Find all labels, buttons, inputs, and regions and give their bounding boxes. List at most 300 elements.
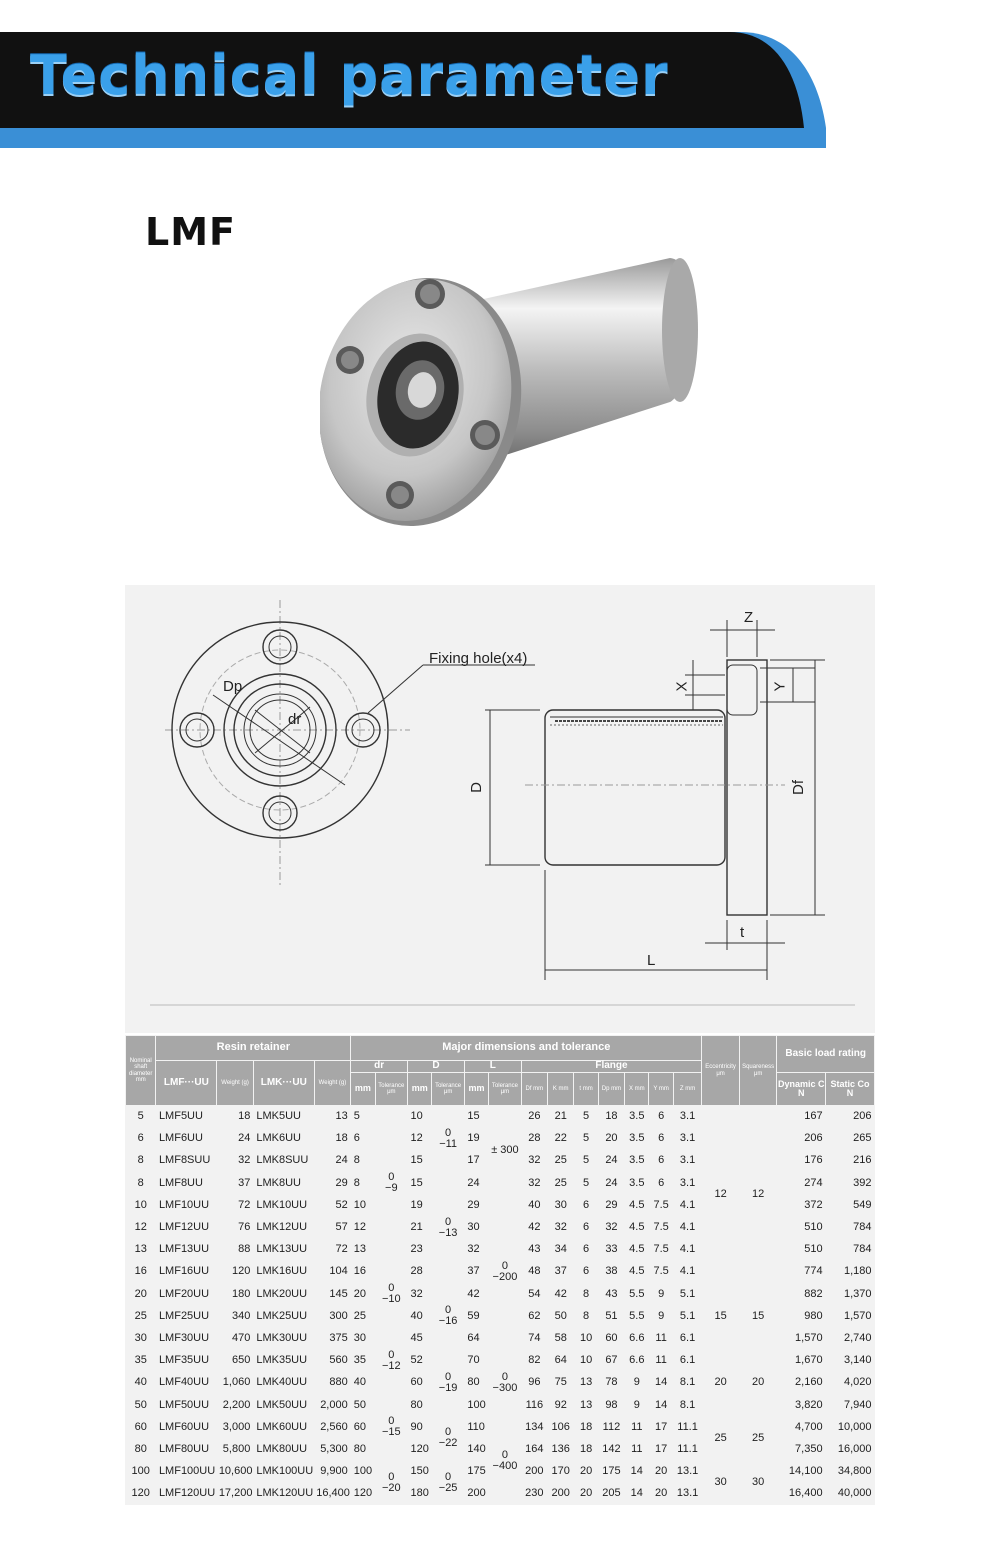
cell-y: 7.5 bbox=[649, 1261, 673, 1283]
cell-k: 75 bbox=[548, 1372, 574, 1394]
cell-lmk-model: LMK25UU bbox=[253, 1305, 314, 1327]
cell-lmf-model: LMF8UU bbox=[156, 1172, 217, 1194]
cell-d: 120 bbox=[408, 1438, 432, 1460]
cell-dynamic-load: 16,400 bbox=[777, 1483, 826, 1505]
cell-x: 3.5 bbox=[625, 1150, 649, 1172]
technical-drawing bbox=[125, 585, 875, 1033]
cell-t: 13 bbox=[574, 1394, 598, 1416]
cell-x: 4.5 bbox=[625, 1239, 649, 1261]
cell-t: 5 bbox=[574, 1172, 598, 1194]
cell-eccentricity: 30 bbox=[702, 1461, 740, 1505]
cell-static-load: 34,800 bbox=[826, 1461, 875, 1483]
header-eccentricity: Eccentricity μm bbox=[702, 1036, 740, 1106]
cell-dp: 98 bbox=[598, 1394, 624, 1416]
cell-l-tolerance-top: ± 300 bbox=[491, 1143, 519, 1156]
cell-k: 136 bbox=[548, 1438, 574, 1460]
cell-lmk-model: LMK13UU bbox=[253, 1239, 314, 1261]
cell-lmk-weight: 375 bbox=[314, 1327, 351, 1349]
cell-lmk-weight: 72 bbox=[314, 1239, 351, 1261]
header-major: Major dimensions and tolerance bbox=[351, 1036, 702, 1061]
cell-dr-tolerance bbox=[375, 1394, 407, 1461]
cell-lmk-weight: 18 bbox=[314, 1128, 351, 1150]
cell-shaft: 30 bbox=[126, 1327, 156, 1349]
cell-t: 10 bbox=[574, 1327, 598, 1349]
cell-static-load: 4,020 bbox=[826, 1372, 875, 1394]
fixing-hole-label: Fixing hole(x4) bbox=[429, 650, 528, 667]
cell-x: 14 bbox=[625, 1461, 649, 1483]
cell-d: 23 bbox=[408, 1239, 432, 1261]
cell-l-tolerance-bottom: −300 bbox=[492, 1381, 518, 1394]
cell-y: 17 bbox=[649, 1438, 673, 1460]
header-lmf: LMF···UU bbox=[156, 1061, 217, 1106]
cell-static-load: 1,570 bbox=[826, 1305, 875, 1327]
cell-lmk-model: LMK16UU bbox=[253, 1261, 314, 1283]
cell-lmf-weight: 76 bbox=[217, 1216, 254, 1238]
cell-t: 6 bbox=[574, 1194, 598, 1216]
cell-z: 4.1 bbox=[673, 1261, 702, 1283]
dp-label: Dp bbox=[223, 678, 243, 695]
cell-squareness: 12 bbox=[739, 1106, 777, 1284]
cell-lmf-model: LMF60UU bbox=[156, 1416, 217, 1438]
cell-lmk-model: LMK8UU bbox=[253, 1172, 314, 1194]
cell-dr: 20 bbox=[351, 1283, 375, 1305]
cell-dp: 20 bbox=[598, 1128, 624, 1150]
header-l-tol: Tolerance μm bbox=[489, 1073, 521, 1106]
cell-static-load: 40,000 bbox=[826, 1483, 875, 1505]
cell-lmf-weight: 17,200 bbox=[217, 1483, 254, 1505]
cell-d: 12 bbox=[408, 1128, 432, 1150]
cell-shaft: 80 bbox=[126, 1438, 156, 1460]
cell-d-tolerance-bottom: −13 bbox=[438, 1226, 458, 1239]
cell-k: 30 bbox=[548, 1194, 574, 1216]
header-load: Basic load rating bbox=[777, 1036, 875, 1073]
product-photo bbox=[320, 250, 700, 550]
cell-d: 45 bbox=[408, 1327, 432, 1349]
cell-y: 9 bbox=[649, 1305, 673, 1327]
cell-d: 40 bbox=[408, 1305, 432, 1327]
side-view bbox=[485, 620, 825, 980]
cell-y: 11 bbox=[649, 1350, 673, 1372]
cell-l: 70 bbox=[464, 1350, 488, 1372]
cell-eccentricity: 12 bbox=[702, 1106, 740, 1284]
cell-dr: 12 bbox=[351, 1216, 375, 1238]
cell-dp: 24 bbox=[598, 1172, 624, 1194]
header-shaft: Nominal shaft diameter mm bbox=[126, 1036, 156, 1106]
cell-lmk-weight: 560 bbox=[314, 1350, 351, 1372]
cell-y: 6 bbox=[649, 1172, 673, 1194]
cell-dp: 43 bbox=[598, 1283, 624, 1305]
header-d-tol: Tolerance μm bbox=[432, 1073, 464, 1106]
cell-d-tolerance bbox=[432, 1350, 464, 1417]
cell-k: 106 bbox=[548, 1416, 574, 1438]
cell-static-load: 784 bbox=[826, 1239, 875, 1261]
cell-df: 26 bbox=[521, 1106, 547, 1128]
cell-l: 80 bbox=[464, 1372, 488, 1394]
cell-lmk-weight: 5,300 bbox=[314, 1438, 351, 1460]
cell-lmf-model: LMF6UU bbox=[156, 1128, 217, 1150]
cell-lmf-weight: 72 bbox=[217, 1194, 254, 1216]
header-k: K mm bbox=[548, 1073, 574, 1106]
cell-k: 58 bbox=[548, 1327, 574, 1349]
cell-lmk-model: LMK30UU bbox=[253, 1327, 314, 1349]
cell-x: 4.5 bbox=[625, 1261, 649, 1283]
cell-z: 8.1 bbox=[673, 1394, 702, 1416]
cell-dp: 112 bbox=[598, 1416, 624, 1438]
cell-static-load: 392 bbox=[826, 1172, 875, 1194]
cell-z: 11.1 bbox=[673, 1416, 702, 1438]
cell-l-tolerance bbox=[489, 1350, 521, 1417]
cell-z: 13.1 bbox=[673, 1483, 702, 1505]
header-d: D bbox=[408, 1061, 465, 1073]
cell-lmk-weight: 29 bbox=[314, 1172, 351, 1194]
cell-z: 5.1 bbox=[673, 1305, 702, 1327]
cell-dynamic-load: 274 bbox=[777, 1172, 826, 1194]
cell-k: 21 bbox=[548, 1106, 574, 1128]
cell-lmf-weight: 88 bbox=[217, 1239, 254, 1261]
cell-df: 43 bbox=[521, 1239, 547, 1261]
cell-l: 59 bbox=[464, 1305, 488, 1327]
cell-d-tolerance-top: 0 bbox=[445, 1304, 452, 1317]
cell-lmk-model: LMK12UU bbox=[253, 1216, 314, 1238]
cell-z: 3.1 bbox=[673, 1172, 702, 1194]
cell-k: 25 bbox=[548, 1172, 574, 1194]
cell-l: 37 bbox=[464, 1261, 488, 1283]
header-dp: Dp mm bbox=[598, 1073, 624, 1106]
cell-z: 4.1 bbox=[673, 1239, 702, 1261]
cell-df: 62 bbox=[521, 1305, 547, 1327]
header-t: t mm bbox=[574, 1073, 598, 1106]
cell-df: 54 bbox=[521, 1283, 547, 1305]
cell-lmf-weight: 180 bbox=[217, 1283, 254, 1305]
model-title: LMF bbox=[145, 210, 236, 254]
header-weight1: Weight (g) bbox=[217, 1061, 254, 1106]
header-df: Df mm bbox=[521, 1073, 547, 1106]
cell-dynamic-load: 1,670 bbox=[777, 1350, 826, 1372]
cell-lmf-weight: 1,060 bbox=[217, 1372, 254, 1394]
cell-d-tolerance-top: 0 bbox=[445, 1370, 452, 1383]
cell-static-load: 549 bbox=[826, 1194, 875, 1216]
cell-y: 14 bbox=[649, 1372, 673, 1394]
cell-y: 20 bbox=[649, 1483, 673, 1505]
cell-t: 13 bbox=[574, 1372, 598, 1394]
cell-dr: 50 bbox=[351, 1394, 375, 1416]
cell-dr: 25 bbox=[351, 1305, 375, 1327]
cell-lmk-model: LMK20UU bbox=[253, 1283, 314, 1305]
cell-l-tolerance bbox=[489, 1194, 521, 1349]
cell-dynamic-load: 7,350 bbox=[777, 1438, 826, 1460]
cell-lmf-weight: 120 bbox=[217, 1261, 254, 1283]
cell-lmk-model: LMK35UU bbox=[253, 1350, 314, 1372]
cell-lmf-weight: 24 bbox=[217, 1128, 254, 1150]
cell-eccentricity: 20 bbox=[702, 1350, 740, 1417]
cell-d: 52 bbox=[408, 1350, 432, 1372]
cell-d-tolerance-bottom: −25 bbox=[438, 1481, 458, 1494]
cell-dynamic-load: 774 bbox=[777, 1261, 826, 1283]
header-squareness: Squareness μm bbox=[739, 1036, 777, 1106]
cell-shaft: 40 bbox=[126, 1372, 156, 1394]
cell-dynamic-load: 14,100 bbox=[777, 1461, 826, 1483]
cell-dr: 10 bbox=[351, 1194, 375, 1216]
cell-lmf-weight: 340 bbox=[217, 1305, 254, 1327]
cell-dr-tolerance-bottom: −20 bbox=[381, 1481, 401, 1494]
cell-lmf-model: LMF120UU bbox=[156, 1483, 217, 1505]
header-dynamic: Dynamic C N bbox=[777, 1073, 826, 1106]
cell-y: 20 bbox=[649, 1461, 673, 1483]
cell-d-tolerance-bottom: −16 bbox=[438, 1315, 458, 1328]
cell-d-tolerance bbox=[432, 1283, 464, 1350]
cell-static-load: 1,180 bbox=[826, 1261, 875, 1283]
cell-dr: 30 bbox=[351, 1327, 375, 1349]
cell-z: 3.1 bbox=[673, 1150, 702, 1172]
cell-y: 17 bbox=[649, 1416, 673, 1438]
cell-d-tolerance-top: 0 bbox=[445, 1426, 452, 1439]
cell-lmk-model: LMK120UU bbox=[253, 1483, 314, 1505]
cell-dp: 60 bbox=[598, 1327, 624, 1349]
cell-k: 22 bbox=[548, 1128, 574, 1150]
header-x: X mm bbox=[625, 1073, 649, 1106]
header-l: L bbox=[464, 1061, 521, 1073]
cell-df: 74 bbox=[521, 1327, 547, 1349]
cell-static-load: 2,740 bbox=[826, 1327, 875, 1349]
cell-lmf-model: LMF5UU bbox=[156, 1106, 217, 1128]
cell-dp: 175 bbox=[598, 1461, 624, 1483]
cell-static-load: 3,140 bbox=[826, 1350, 875, 1372]
cell-shaft: 8 bbox=[126, 1172, 156, 1194]
cell-d: 21 bbox=[408, 1216, 432, 1238]
cell-l-tolerance-top: 0 bbox=[501, 1448, 508, 1461]
cell-dynamic-load: 4,700 bbox=[777, 1416, 826, 1438]
cell-squareness: 15 bbox=[739, 1283, 777, 1350]
cell-lmk-model: LMK10UU bbox=[253, 1194, 314, 1216]
cell-dr: 35 bbox=[351, 1350, 375, 1372]
cell-df: 32 bbox=[521, 1150, 547, 1172]
cell-y: 7.5 bbox=[649, 1216, 673, 1238]
cell-lmk-model: LMK6UU bbox=[253, 1128, 314, 1150]
cell-shaft: 5 bbox=[126, 1106, 156, 1128]
cell-lmf-model: LMF50UU bbox=[156, 1394, 217, 1416]
cell-z: 4.1 bbox=[673, 1216, 702, 1238]
cell-squareness: 25 bbox=[739, 1416, 777, 1460]
cell-dr-tolerance-top: 0 bbox=[388, 1348, 395, 1361]
cell-d: 150 bbox=[408, 1461, 432, 1483]
cell-dynamic-load: 510 bbox=[777, 1216, 826, 1238]
cell-shaft: 50 bbox=[126, 1394, 156, 1416]
cell-t: 18 bbox=[574, 1438, 598, 1460]
cell-k: 42 bbox=[548, 1283, 574, 1305]
cell-lmf-weight: 10,600 bbox=[217, 1461, 254, 1483]
cell-lmk-weight: 880 bbox=[314, 1372, 351, 1394]
l-label: L bbox=[647, 952, 656, 969]
cell-dynamic-load: 372 bbox=[777, 1194, 826, 1216]
header-l-mm: mm bbox=[464, 1073, 488, 1106]
cell-lmf-model: LMF10UU bbox=[156, 1194, 217, 1216]
cell-y: 6 bbox=[649, 1128, 673, 1150]
cell-dr: 40 bbox=[351, 1372, 375, 1394]
header-flange: Flange bbox=[521, 1061, 702, 1073]
spec-table-body bbox=[126, 1106, 875, 1505]
cell-df: 42 bbox=[521, 1216, 547, 1238]
cell-dynamic-load: 3,820 bbox=[777, 1394, 826, 1416]
cell-dynamic-load: 882 bbox=[777, 1283, 826, 1305]
cell-lmk-model: LMK8SUU bbox=[253, 1150, 314, 1172]
cell-x: 6.6 bbox=[625, 1327, 649, 1349]
cell-dr: 60 bbox=[351, 1416, 375, 1438]
cell-z: 3.1 bbox=[673, 1128, 702, 1150]
table-row bbox=[126, 1106, 875, 1128]
cell-shaft: 60 bbox=[126, 1416, 156, 1438]
cell-dynamic-load: 167 bbox=[777, 1106, 826, 1128]
cell-d-tolerance-top: 0 bbox=[445, 1127, 452, 1140]
cell-t: 5 bbox=[574, 1106, 598, 1128]
table-row bbox=[126, 1416, 875, 1438]
cell-t: 8 bbox=[574, 1305, 598, 1327]
cell-d: 15 bbox=[408, 1150, 432, 1172]
cell-l: 175 bbox=[464, 1461, 488, 1483]
cell-static-load: 216 bbox=[826, 1150, 875, 1172]
cell-d-tolerance bbox=[432, 1106, 464, 1173]
cell-t: 5 bbox=[574, 1150, 598, 1172]
cell-k: 37 bbox=[548, 1261, 574, 1283]
cell-dp: 29 bbox=[598, 1194, 624, 1216]
cell-dp: 33 bbox=[598, 1239, 624, 1261]
cell-dynamic-load: 206 bbox=[777, 1128, 826, 1150]
cell-lmf-model: LMF25UU bbox=[156, 1305, 217, 1327]
cell-x: 3.5 bbox=[625, 1128, 649, 1150]
cell-x: 5.5 bbox=[625, 1305, 649, 1327]
cell-lmf-model: LMF80UU bbox=[156, 1438, 217, 1460]
cell-df: 28 bbox=[521, 1128, 547, 1150]
cell-y: 6 bbox=[649, 1106, 673, 1128]
cell-lmf-model: LMF20UU bbox=[156, 1283, 217, 1305]
cell-y: 11 bbox=[649, 1327, 673, 1349]
cell-lmf-weight: 650 bbox=[217, 1350, 254, 1372]
cell-d-tolerance-bottom: −19 bbox=[438, 1381, 458, 1394]
cell-shaft: 100 bbox=[126, 1461, 156, 1483]
y-label: Y bbox=[771, 681, 789, 692]
cell-x: 5.5 bbox=[625, 1283, 649, 1305]
cell-lmk-weight: 52 bbox=[314, 1194, 351, 1216]
cell-df: 134 bbox=[521, 1416, 547, 1438]
cell-df: 82 bbox=[521, 1350, 547, 1372]
cell-t: 6 bbox=[574, 1239, 598, 1261]
cell-t: 6 bbox=[574, 1216, 598, 1238]
cell-shaft: 120 bbox=[126, 1483, 156, 1505]
cell-shaft: 25 bbox=[126, 1305, 156, 1327]
cell-k: 34 bbox=[548, 1239, 574, 1261]
cell-z: 13.1 bbox=[673, 1461, 702, 1483]
cell-d: 180 bbox=[408, 1483, 432, 1505]
x-label: X bbox=[673, 681, 691, 692]
cell-static-load: 10,000 bbox=[826, 1416, 875, 1438]
header-dr-mm: mm bbox=[351, 1073, 375, 1106]
cell-lmf-model: LMF35UU bbox=[156, 1350, 217, 1372]
cell-lmf-model: LMF100UU bbox=[156, 1461, 217, 1483]
cell-static-load: 7,940 bbox=[826, 1394, 875, 1416]
cell-d: 19 bbox=[408, 1194, 432, 1216]
cell-k: 32 bbox=[548, 1216, 574, 1238]
cell-z: 8.1 bbox=[673, 1372, 702, 1394]
cell-lmk-weight: 9,900 bbox=[314, 1461, 351, 1483]
cell-df: 164 bbox=[521, 1438, 547, 1460]
cell-eccentricity: 15 bbox=[702, 1283, 740, 1350]
cell-x: 9 bbox=[625, 1394, 649, 1416]
cell-dp: 38 bbox=[598, 1261, 624, 1283]
cell-dr-tolerance-top: 0 bbox=[388, 1171, 395, 1184]
cell-y: 6 bbox=[649, 1150, 673, 1172]
cell-dp: 18 bbox=[598, 1106, 624, 1128]
cell-y: 7.5 bbox=[649, 1194, 673, 1216]
cell-lmk-weight: 2,000 bbox=[314, 1394, 351, 1416]
cell-shaft: 6 bbox=[126, 1128, 156, 1150]
cell-z: 5.1 bbox=[673, 1283, 702, 1305]
cell-l: 64 bbox=[464, 1327, 488, 1349]
cell-df: 40 bbox=[521, 1194, 547, 1216]
cell-k: 92 bbox=[548, 1394, 574, 1416]
cell-dr: 5 bbox=[351, 1106, 375, 1128]
cell-d-tolerance-top: 0 bbox=[445, 1215, 452, 1228]
header-weight2: Weight (g) bbox=[314, 1061, 351, 1106]
cell-lmk-weight: 57 bbox=[314, 1216, 351, 1238]
header-d-mm: mm bbox=[408, 1073, 432, 1106]
header-dr-tol: Tolerance μm bbox=[375, 1073, 407, 1106]
header-lmk: LMK···UU bbox=[253, 1061, 314, 1106]
cell-dr-tolerance bbox=[375, 1106, 407, 1261]
cell-shaft: 10 bbox=[126, 1194, 156, 1216]
cell-x: 14 bbox=[625, 1483, 649, 1505]
cell-d-tolerance bbox=[432, 1172, 464, 1283]
header-z: Z mm bbox=[673, 1073, 702, 1106]
cell-x: 4.5 bbox=[625, 1194, 649, 1216]
cell-z: 6.1 bbox=[673, 1327, 702, 1349]
cell-lmk-model: LMK50UU bbox=[253, 1394, 314, 1416]
cell-k: 64 bbox=[548, 1350, 574, 1372]
cell-l: 24 bbox=[464, 1172, 488, 1194]
cell-lmk-model: LMK100UU bbox=[253, 1461, 314, 1483]
cell-t: 5 bbox=[574, 1128, 598, 1150]
cell-dp: 142 bbox=[598, 1438, 624, 1460]
cell-dynamic-load: 2,160 bbox=[777, 1372, 826, 1394]
cell-t: 10 bbox=[574, 1350, 598, 1372]
cell-d: 60 bbox=[408, 1372, 432, 1394]
cell-z: 6.1 bbox=[673, 1350, 702, 1372]
cell-d: 10 bbox=[408, 1106, 432, 1128]
cell-shaft: 20 bbox=[126, 1283, 156, 1305]
cell-k: 50 bbox=[548, 1305, 574, 1327]
cell-dp: 78 bbox=[598, 1372, 624, 1394]
cell-squareness: 20 bbox=[739, 1350, 777, 1417]
cell-l-tolerance bbox=[489, 1416, 521, 1505]
cell-shaft: 35 bbox=[126, 1350, 156, 1372]
cell-l: 29 bbox=[464, 1194, 488, 1216]
cell-lmk-weight: 13 bbox=[314, 1106, 351, 1128]
cell-static-load: 206 bbox=[826, 1106, 875, 1128]
cell-squareness: 30 bbox=[739, 1461, 777, 1505]
cell-dp: 205 bbox=[598, 1483, 624, 1505]
cell-dr: 16 bbox=[351, 1261, 375, 1283]
cell-l-tolerance bbox=[489, 1106, 521, 1195]
cell-lmf-model: LMF40UU bbox=[156, 1372, 217, 1394]
header-dr: dr bbox=[351, 1061, 408, 1073]
cell-static-load: 265 bbox=[826, 1128, 875, 1150]
cell-t: 20 bbox=[574, 1461, 598, 1483]
cell-lmf-weight: 2,200 bbox=[217, 1394, 254, 1416]
cell-t: 8 bbox=[574, 1283, 598, 1305]
cell-dynamic-load: 510 bbox=[777, 1239, 826, 1261]
cell-d-tolerance bbox=[432, 1416, 464, 1460]
cell-d: 32 bbox=[408, 1283, 432, 1305]
cell-z: 4.1 bbox=[673, 1194, 702, 1216]
cell-l-tolerance-bottom: −400 bbox=[492, 1459, 518, 1472]
